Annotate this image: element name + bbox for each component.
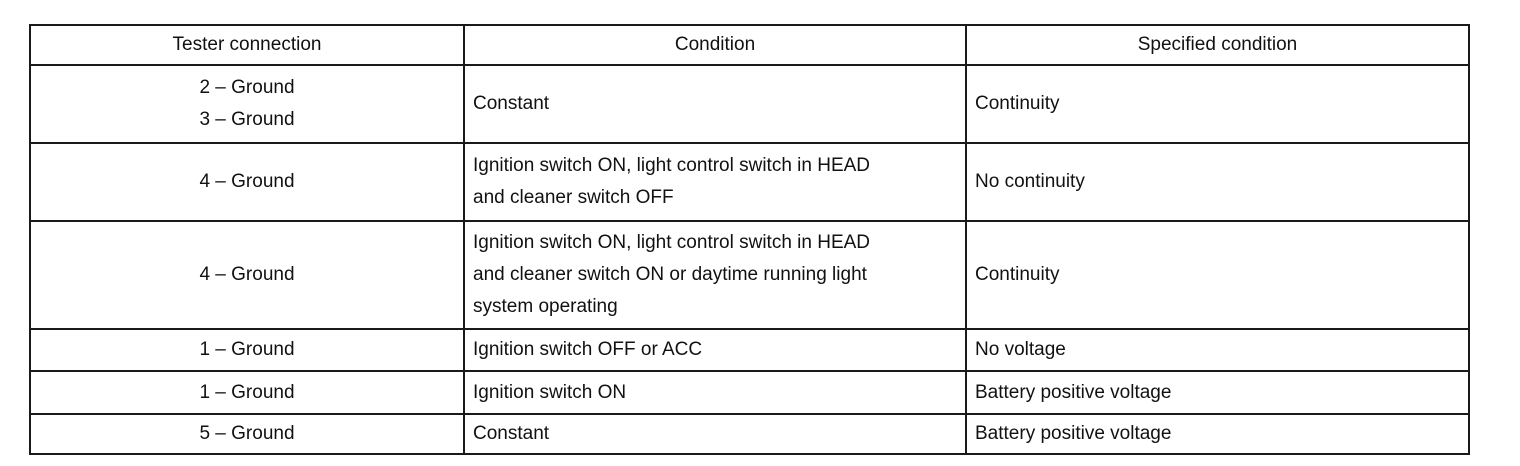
condition-text: and cleaner switch OFF	[473, 187, 674, 208]
table-row	[30, 65, 1469, 143]
tester-connection-cell	[30, 221, 464, 329]
table-row	[30, 414, 1469, 454]
condition-text: Constant	[473, 93, 550, 114]
header-tester-connection: Tester connection	[30, 25, 464, 65]
specified-condition-cell: Continuity	[966, 221, 1469, 329]
condition-cell	[464, 414, 966, 454]
specified-condition-cell: Continuity	[966, 65, 1469, 143]
condition-text: and cleaner switch ON or daytime running light	[473, 264, 867, 285]
tester-connection-cell	[30, 329, 464, 371]
condition-cell	[464, 371, 966, 414]
condition-text: Ignition switch ON, light control switch in HEAD	[473, 155, 871, 176]
condition-text: Ignition switch OFF or ACC	[473, 339, 703, 360]
specified-condition-cell: Battery positive voltage	[966, 371, 1469, 414]
header-condition: Condition	[464, 25, 966, 65]
connection-text: 5 – Ground	[199, 423, 295, 444]
table-row	[30, 371, 1469, 414]
condition-text: Ignition switch ON, light control switch in HEAD	[473, 232, 871, 253]
connection-text: 1 – Ground	[199, 381, 295, 403]
connection-text: 4 – Ground	[199, 264, 295, 285]
inspection-table	[29, 24, 1470, 455]
table-row	[30, 221, 1469, 329]
connection-text: 2 – Ground	[199, 77, 295, 98]
condition-cell	[464, 143, 966, 221]
condition-text: Ignition switch ON	[473, 381, 627, 403]
condition-text: Constant	[473, 423, 550, 444]
condition-cell	[464, 221, 966, 329]
specified-condition-cell: No continuity	[966, 143, 1469, 221]
tester-connection-cell	[30, 143, 464, 221]
tester-connection-cell	[30, 371, 464, 414]
tester-connection-cell	[30, 65, 464, 143]
condition-cell	[464, 65, 966, 143]
specified-condition-cell: No voltage	[966, 329, 1469, 371]
condition-cell	[464, 329, 966, 371]
condition-text: system operating	[473, 296, 618, 317]
header-row	[30, 25, 1469, 65]
connection-text: 1 – Ground	[199, 339, 295, 360]
table-row	[30, 329, 1469, 371]
table-row	[30, 143, 1469, 221]
tester-connection-cell	[30, 414, 464, 454]
specified-condition-cell: Battery positive voltage	[966, 414, 1469, 454]
connection-text: 3 – Ground	[199, 109, 295, 130]
connection-text: 4 – Ground	[199, 171, 295, 192]
header-specified-condition: Specified condition	[966, 25, 1469, 65]
